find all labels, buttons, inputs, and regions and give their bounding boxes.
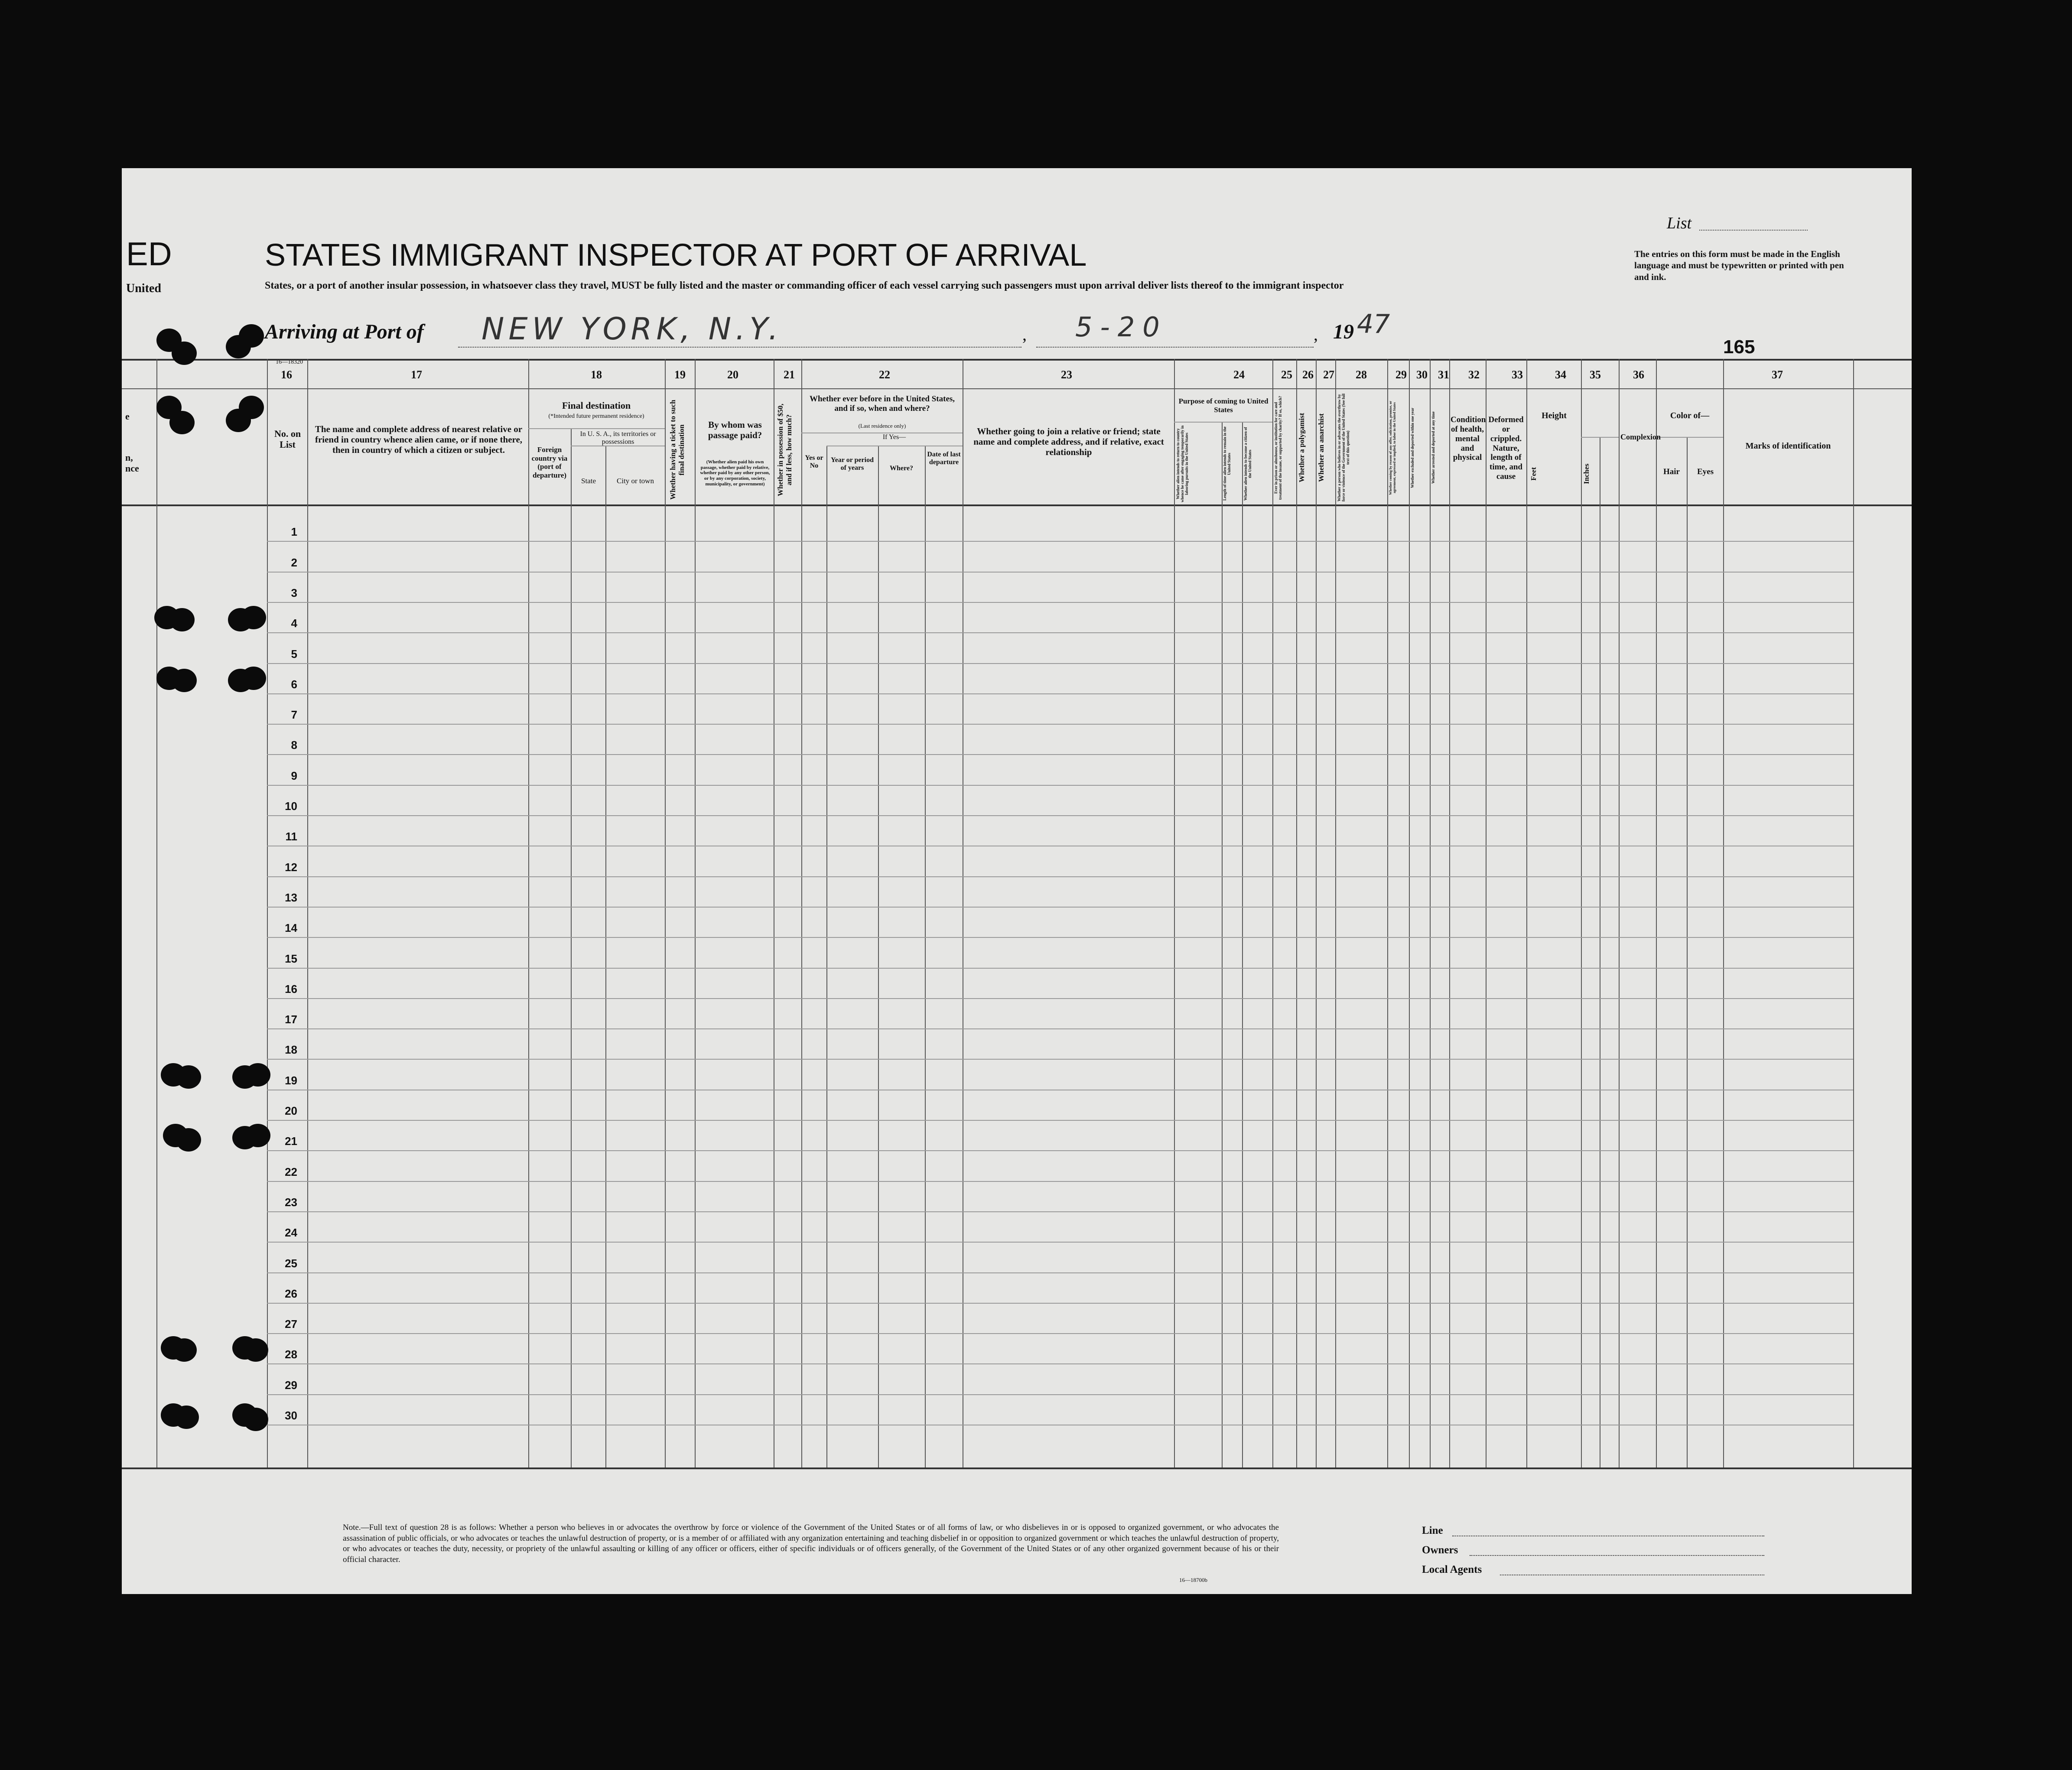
- col-rule: [1409, 359, 1410, 1467]
- form-instructions: The entries on this form must be made in the English language and must be typewritten or printed with pen and ink.: [1634, 249, 1844, 282]
- hdr-purpose-b: Length of time alien intends to remain in the United States: [1223, 426, 1231, 501]
- left-form-code: 16—18320: [276, 359, 303, 365]
- col-number-19: 19: [674, 368, 686, 381]
- col-number-28: 28: [1356, 368, 1367, 381]
- col-rule: [528, 359, 529, 1467]
- hdr-hair: Hair: [1663, 467, 1680, 476]
- list-dotted-line: [1699, 230, 1808, 231]
- col-number-36: 36: [1633, 368, 1644, 381]
- col-rule: [1486, 359, 1487, 1467]
- table-row-rule: [267, 876, 1853, 877]
- col-rule: [1242, 422, 1243, 1467]
- row-number: 12: [285, 861, 297, 874]
- subhdr-rule-36: [1656, 437, 1723, 438]
- col-rule: [1449, 359, 1450, 1467]
- hdr-ever-before: Whether ever before in the United States, and if so, when and where?: [809, 394, 955, 413]
- punch-hole: [239, 324, 264, 348]
- hdr-eyes: Eyes: [1697, 467, 1714, 476]
- col-rule: [1581, 359, 1582, 1467]
- hdr-inches: Inches: [1582, 463, 1591, 484]
- row-number: 24: [285, 1226, 297, 1239]
- footer-owners-label: Owners: [1422, 1544, 1458, 1556]
- punch-hole: [243, 1408, 268, 1431]
- hdr-arrested: Whether arrested and deported at any time: [1431, 411, 1435, 484]
- table-row-rule: [267, 724, 1853, 725]
- col-number-31: 31: [1438, 368, 1449, 381]
- row-number: 6: [291, 678, 297, 691]
- row-number: 8: [291, 739, 297, 752]
- footer-note: Note.—Full text of question 28 is as follows: Whether a person who believes in or advocates the overthrow by force or violence of the Government of the United States or of all forms of law, or who disbelieves in or is opposed to organized government, or who advocates the assassination of public officials, or who advocates or teaches the unlawful destruction of property, or is a member of or affiliated with any organization entertaining and teaching disbelief in or opposition to organized government or which teaches the unlawful destruction of property, or who advocates or teaches the duty, necessity, or propriety of the unlawful assaulting or killing of any officer or officers, either of specific individuals or of officers generally, of the Government of the United States or of any other organized government because of his or their official character.: [343, 1523, 1279, 1565]
- col-number-22: 22: [879, 368, 890, 381]
- row-number: 13: [285, 891, 297, 904]
- hdr-color-of: Color of—: [1670, 411, 1710, 420]
- col-rule: [156, 359, 157, 1467]
- col-number-18: 18: [591, 368, 602, 381]
- subhdr-rule-18: [528, 428, 665, 429]
- hdr-marks: Marks of identification: [1745, 441, 1831, 451]
- hdr-no-on-list: No. on List: [274, 428, 301, 450]
- table-row-rule: [267, 632, 1853, 633]
- row-number: 3: [291, 586, 297, 599]
- punch-hole: [174, 1406, 199, 1429]
- row-number: 9: [291, 769, 297, 782]
- table-row-rule: [267, 1120, 1853, 1121]
- table-row-rule: [267, 1059, 1853, 1060]
- table-row-rule: [267, 1272, 1853, 1273]
- date-handwritten: 5-20: [1075, 311, 1168, 343]
- hdr-city: City or town: [617, 477, 654, 485]
- title-left-fragment: ED: [126, 236, 172, 273]
- row-number: 22: [285, 1165, 297, 1178]
- row-number: 16: [285, 983, 297, 996]
- manifest-sheet: [122, 168, 1912, 1594]
- col-rule: [1316, 359, 1317, 1467]
- col-rule: [1723, 359, 1724, 1467]
- col-rule: [605, 446, 606, 1467]
- table-row-rule: [267, 663, 1853, 664]
- hdr-anarchist: Whether an anarchist: [1317, 413, 1325, 482]
- table-row-rule: [267, 968, 1853, 969]
- hdr-passage-paid: By whom was passage paid?: [708, 420, 762, 441]
- hdr-state: State: [581, 477, 596, 485]
- comma-1: ,: [1022, 325, 1027, 344]
- punch-hole: [172, 342, 197, 365]
- col-number-20: 20: [727, 368, 738, 381]
- table-row-rule: [267, 1028, 1853, 1029]
- row-number: 7: [291, 708, 297, 721]
- hdr-labor-offer: Whether coming by reason of any offer, solicitation, promise, or agreement, expressed or implied, to labor in the United States: [1389, 400, 1396, 495]
- table-bottom-rule: [122, 1467, 1912, 1469]
- hdr-fifty-dollars: Whether in possession of $50, and if less, how much?: [776, 403, 793, 496]
- col-number-30: 30: [1416, 368, 1428, 381]
- table-row-rule: [267, 785, 1853, 786]
- row-number: 10: [285, 800, 297, 813]
- punch-hole: [245, 1124, 270, 1147]
- table-row-rule: [267, 815, 1853, 816]
- hdr-final-destination-sub: (*Intended future permanent residence): [548, 413, 644, 420]
- number-row-rule: [122, 388, 1912, 389]
- punch-hole: [241, 667, 266, 690]
- port-line: [458, 347, 1021, 348]
- footer-line-label: Line: [1422, 1525, 1443, 1536]
- table-row-rule: [267, 541, 1853, 542]
- punch-hole: [239, 396, 264, 419]
- table-row-rule: [267, 1181, 1853, 1182]
- row-number: 20: [285, 1104, 297, 1117]
- hdr-excluded: Whether excluded and deported within one year: [1410, 407, 1415, 488]
- row-number: 15: [285, 952, 297, 965]
- col-rule: [267, 359, 268, 1467]
- punch-hole: [169, 411, 195, 434]
- punch-hole: [172, 1338, 197, 1362]
- punch-hole: [176, 1128, 201, 1152]
- col-rule: [1296, 359, 1297, 1467]
- row-number: 23: [285, 1196, 297, 1209]
- col-number-17: 17: [411, 368, 422, 381]
- row-number: 4: [291, 617, 297, 630]
- subhdr-rule-24: [1174, 422, 1272, 423]
- hdr-foreign-country: Foreign country via (port of departure): [531, 446, 568, 479]
- subhdr-rule-34: [1581, 437, 1619, 438]
- col-number-37: 37: [1772, 368, 1783, 381]
- col-number-16: 16: [281, 368, 292, 381]
- col-rule: [571, 428, 572, 1467]
- hdr-where: Where?: [890, 465, 913, 472]
- hdr-height: Height: [1542, 411, 1567, 420]
- left-fragment-united: United: [126, 282, 161, 295]
- col-number-23: 23: [1061, 368, 1072, 381]
- hdr-prison: Ever in prison or almshouse, or institution for care and treatment of the insane, or supported by charity? If so, which?: [1274, 396, 1282, 500]
- hdr-complexion: Complexion: [1620, 433, 1661, 441]
- punch-hole: [169, 608, 195, 631]
- hdr-year-period: Year or period of years: [831, 456, 874, 472]
- punch-hole: [172, 669, 197, 692]
- table-row-rule: [267, 1303, 1853, 1304]
- col-number-35: 35: [1590, 368, 1601, 381]
- col-rule: [801, 359, 802, 1467]
- hdr-yes-no: Yes or No: [805, 454, 823, 470]
- col-number-24: 24: [1233, 368, 1245, 381]
- row-number: 17: [285, 1013, 297, 1026]
- col-rule: [1272, 359, 1273, 1467]
- page-title: STATES IMMIGRANT INSPECTOR AT PORT OF ARRIVAL: [265, 238, 1087, 273]
- table-top-rule: [122, 359, 1912, 361]
- col-rule: [878, 446, 879, 1467]
- header-bottom-rule: [122, 504, 1912, 506]
- col-rule: [1619, 359, 1620, 1467]
- year-handwritten: 47: [1357, 309, 1390, 339]
- col-rule: [1174, 359, 1175, 1467]
- punch-hole: [176, 1065, 201, 1089]
- table-row-rule: [267, 907, 1853, 908]
- table-row-rule: [267, 693, 1853, 694]
- col-number-32: 32: [1468, 368, 1480, 381]
- table-row-rule: [267, 572, 1853, 573]
- port-handwritten: NEW YORK, N.Y.: [481, 311, 783, 347]
- col-number-25: 25: [1281, 368, 1292, 381]
- hdr-ticket: Whether having a ticket to such final destination: [669, 400, 686, 500]
- hdr-purpose-a: Whether alien intends to return to country whence he came after engaging temporarily in laboring pursuits in the United States: [1176, 425, 1189, 502]
- col-rule: [665, 359, 666, 1467]
- hdr-last-departure: Date of last departure: [927, 451, 961, 466]
- footer-owners-field: [1470, 1555, 1764, 1556]
- col-number-21: 21: [784, 368, 795, 381]
- hdr-if-yes: If Yes—: [882, 433, 906, 441]
- row-number: 28: [285, 1348, 297, 1361]
- row-number: 2: [291, 556, 297, 569]
- hdr-deformed-text: Deformed or crippled. Nature, length of time, and cause: [1488, 415, 1524, 482]
- col-number-34: 34: [1555, 368, 1566, 381]
- row-number: 14: [285, 921, 297, 934]
- col-rule: [925, 446, 926, 1467]
- left-fragment-c: nce: [125, 463, 139, 474]
- col-rule: [1656, 359, 1657, 1467]
- col-number-27: 27: [1323, 368, 1334, 381]
- col-number-29: 29: [1395, 368, 1407, 381]
- footer-form-code: 16—18700b: [1179, 1577, 1207, 1583]
- table-row-rule: [267, 1242, 1853, 1243]
- row-number: 11: [285, 830, 297, 843]
- table-row-rule: [267, 1394, 1853, 1395]
- col-number-26: 26: [1302, 368, 1314, 381]
- row-number: 18: [285, 1043, 297, 1056]
- table-row-rule: [267, 1150, 1853, 1151]
- hdr-passage-note: (Whether alien paid his own passage, whether paid by relative, whether paid by any other person, or by any corporation, society, municipality, or government): [700, 459, 770, 487]
- year-printed: 19: [1333, 320, 1354, 343]
- col-rule: [1222, 422, 1223, 1467]
- table-row-rule: [267, 602, 1853, 603]
- punch-hole: [241, 606, 266, 629]
- hdr-overthrow: Whether a person who believes in or advocates the overthrow by force or violence of the Government of the United States (See full text of this question): [1337, 394, 1350, 502]
- table-row-rule: [267, 1333, 1853, 1334]
- hdr-last-residence: (Last residence only): [858, 423, 906, 429]
- col-rule: [1387, 359, 1388, 1467]
- col-rule: [1853, 359, 1854, 1467]
- row-number: 1: [291, 525, 297, 538]
- col-rule: [1526, 359, 1527, 1467]
- col-rule: [695, 359, 696, 1467]
- hdr-nearest-relative: The name and complete address of nearest relative or friend in country whence alien came, or if none there, then in country of which a citizen or subject.: [315, 424, 523, 456]
- row-number: 26: [285, 1287, 297, 1300]
- table-row-rule: [267, 998, 1853, 999]
- hdr-health: Condition of health, mental and physical: [1451, 415, 1486, 462]
- footer-agents-label: Local Agents: [1422, 1564, 1482, 1575]
- hdr-final-destination: Final destination: [562, 400, 631, 411]
- comma-2: ,: [1314, 325, 1318, 344]
- row-number: 25: [285, 1257, 297, 1270]
- left-fragment-b: n,: [125, 452, 133, 463]
- table-row-rule: [267, 754, 1853, 755]
- col-rule: [1687, 437, 1688, 1467]
- punch-hole: [245, 1063, 270, 1087]
- row-number: 21: [285, 1135, 297, 1148]
- hdr-purpose: Purpose of coming to United States: [1178, 397, 1269, 414]
- table-row-rule: [267, 1363, 1853, 1364]
- row-number: 30: [285, 1409, 297, 1422]
- date-line: [1036, 347, 1314, 348]
- row-number: 29: [285, 1379, 297, 1392]
- col-rule: [826, 446, 827, 1467]
- col-rule: [307, 359, 308, 1467]
- arriving-label: Arriving at Port of: [265, 320, 424, 343]
- punch-hole: [243, 1338, 268, 1362]
- row-number: 27: [285, 1318, 297, 1331]
- row-number: 5: [291, 647, 297, 660]
- page-number: 165: [1723, 336, 1755, 358]
- hdr-purpose-c: Whether alien intends to become a citizen of the United States: [1243, 427, 1252, 501]
- title-instruction-line: States, or a port of another insular possession, in whatsoever class they travel, MUST be fully listed and the master or commanding officer of each vessel carrying such passengers must upon arrival deliver lists thereof to the immigrant inspector: [265, 280, 1344, 291]
- left-fragment-a: e: [125, 411, 130, 422]
- col-rule: [1430, 359, 1431, 1467]
- table-row-rule: [267, 1211, 1853, 1212]
- list-label: List: [1667, 214, 1692, 232]
- row-number: 19: [285, 1074, 297, 1087]
- hdr-polygamist: Whether a polygamist: [1298, 413, 1306, 483]
- hdr-feet: Feet: [1529, 467, 1538, 481]
- table-row-rule: [267, 937, 1853, 938]
- col-number-33: 33: [1512, 368, 1523, 381]
- hdr-join-relative: Whether going to join a relative or friend; state name and complete address, and if relative, exact relationship: [973, 426, 1164, 458]
- col-rule: [1335, 359, 1336, 1467]
- hdr-in-usa: In U. S. A., its territories or possessions: [580, 430, 656, 446]
